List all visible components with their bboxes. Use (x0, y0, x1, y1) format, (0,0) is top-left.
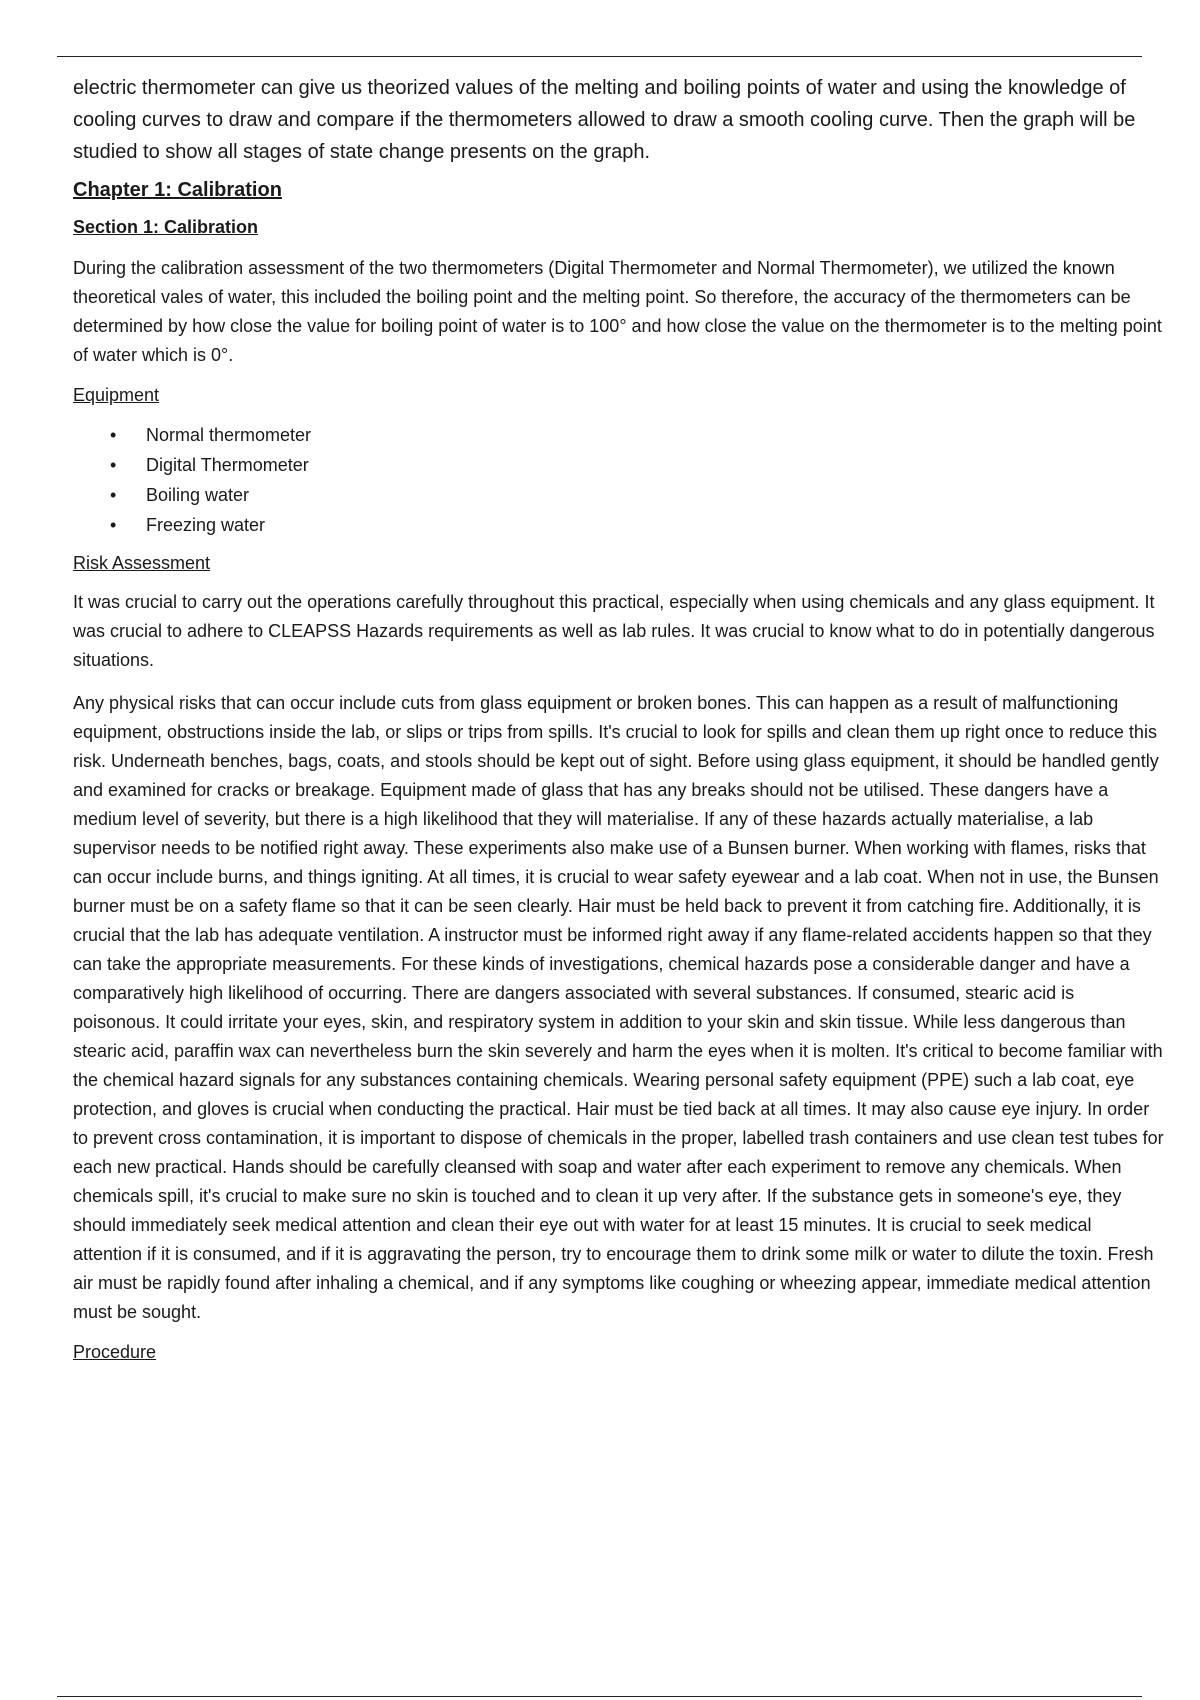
calibration-paragraph: During the calibration assessment of the two thermometers (Digital Thermometer and Normal Thermometer), we utilized the known theoretical vales of water, this included the boiling point and the melting point. So therefore, the accuracy of the thermometers can be determined by how close the value for boiling point of water is to 100° and how close the value on the thermometer is to the melting point of water which is 0°. (73, 258, 1162, 365)
risk-paragraph-details: Any physical risks that can occur include cuts from glass equipment or broken bones. This can happen as a result of malfunctioning equipment, obstructions inside the lab, or slips or trips from spills. It's crucial to look for spills and clean them up right once to reduce this risk. Underneath benches, bags, coats, and stools should be kept out of sight. Before using glass equipment, it should be handled gently and examined for cracks or breakage. Equipment made of glass that has any breaks should not be utilised. These dangers have a medium level of severity, but there is a high likelihood that they will materialise. If any of these hazards actually materialise, a lab supervisor needs to be notified right away. These experiments also make use of a Bunsen burner. When working with flames, risks that can occur include burns, and things igniting. At all times, it is crucial to wear safety eyewear and a lab coat. When not in use, the Bunsen burner must be on a safety flame so that it can be seen clearly. Hair must be held back to prevent it from catching fire. Additionally, it is crucial that the lab has adequate ventilation. A instructor must be informed right away if any flame-related accidents happen so that they can take the appropriate measurements. For these kinds of investigations, chemical hazards pose a considerable danger and have a comparatively high likelihood of occurring. There are dangers associated with several substances. If consumed, stearic acid is poisonous. It could irritate your eyes, skin, and respiratory system in addition to your skin and skin tissue. While less dangerous than stearic acid, paraffin wax can nevertheless burn the skin severely and harm the eyes when it is molten. It's critical to become familiar with the chemical hazard signals for any substances containing chemicals. Wearing personal safety equipment (PPE) such a lab coat, eye protection, and gloves is crucial when conducting the practical. Hair must be tied back at all times. It may also cause eye injury. In order to prevent cross contamination, it is important to dispose of chemicals in the proper, labelled trash containers and use clean test tubes for each new practical. Hands should be carefully cleansed with soap and water after each experiment to remove any chemicals. When chemicals spill, it's crucial to make sure no skin is touched and to clean it up very after. If the substance gets in someone's eye, they should immediately seek medical attention and clean their eye out with water for at least 15 minutes. It is crucial to seek medical attention if it is consumed, and if it is aggravating the person, try to encourage them to drink some milk or water to dilute the toxin. Fresh air must be rapidly found after inhaling a chemical, and if any symptoms like coughing or wheezing appear, immediate medical attention must be sought. (73, 693, 1164, 1322)
list-item (73, 420, 1165, 450)
section-title: Section 1: Calibration (73, 217, 259, 237)
equipment-item-label: Freezing water (146, 515, 266, 535)
chapter-title: Chapter 1: Calibration (73, 179, 282, 201)
document-body (73, 72, 1165, 1377)
equipment-heading: Equipment (73, 385, 160, 405)
bottom-rule (57, 1696, 1142, 1697)
bullet-icon: • (110, 455, 117, 475)
top-rule (57, 56, 1142, 57)
equipment-item-label: Boiling water (146, 485, 250, 505)
equipment-item-label: Digital Thermometer (146, 455, 309, 475)
equipment-item-label: Normal thermometer (146, 425, 312, 445)
equipment-list (73, 420, 1165, 540)
list-item (73, 510, 1165, 540)
bullet-icon: • (110, 515, 117, 535)
risk-paragraph-intro: It was crucial to carry out the operations carefully throughout this practical, especially when using chemicals and any glass equipment. It was crucial to adhere to CLEAPSS Hazards requirements as well as lab rules. It was crucial to know what to do in potentially dangerous situations. (73, 592, 1155, 670)
procedure-heading: Procedure (73, 1342, 157, 1362)
intro-paragraph: electric thermometer can give us theorized values of the melting and boiling points of water and using the knowledge of cooling curves to draw and compare if the thermometers allowed to draw a smooth cooling curve. Then the graph will be studied to show all stages of state change presents on the graph. (73, 77, 1136, 163)
bullet-icon: • (110, 425, 117, 445)
list-item (73, 480, 1165, 510)
bullet-icon: • (110, 485, 117, 505)
list-item (73, 450, 1165, 480)
risk-assessment-heading: Risk Assessment (73, 553, 211, 573)
